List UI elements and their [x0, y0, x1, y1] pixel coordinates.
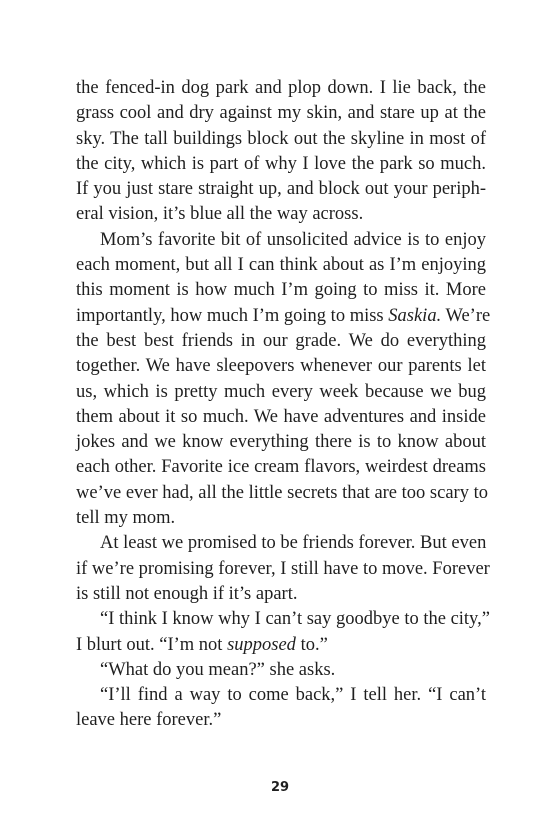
- italic-word-supposed: supposed: [227, 634, 296, 655]
- text-line: we’ve ever had, all the little secrets that are too scary to: [76, 482, 488, 503]
- text-line: the fenced-in dog park and plop down. I lie back, the: [76, 78, 486, 98]
- text-line: grass cool and dry against my skin, and stare up at the: [76, 103, 486, 124]
- paragraph: [76, 228, 491, 532]
- text-line: eral vision, it’s blue all the way across.: [76, 204, 364, 225]
- text-line: [76, 633, 486, 658]
- text-line: “I think I know why I can’t say goodbye to the city,”: [100, 609, 490, 630]
- italic-name-saskia: Saskia.: [388, 305, 442, 326]
- paragraph: [76, 658, 486, 683]
- paragraph: [76, 531, 490, 607]
- text-line: jokes and we know everything there is to know about: [76, 432, 486, 453]
- body-text: [76, 76, 491, 734]
- text-line: leave here forever.”: [76, 710, 222, 731]
- text-run: We’re: [441, 305, 491, 326]
- text-line: [76, 304, 491, 329]
- text-line: If you just stare straight up, and block out your periph-: [76, 179, 486, 200]
- text-line: is still not enough if it’s apart.: [76, 583, 298, 604]
- text-line: this moment is how much I’m going to miss it. More: [76, 280, 486, 301]
- text-run: I blurt out. “I’m not: [76, 634, 228, 655]
- text-run: to.”: [295, 634, 328, 655]
- paragraph: [76, 683, 486, 734]
- text-line: together. We have sleepovers whenever our parents let: [76, 356, 486, 377]
- text-line: “What do you mean?” she asks.: [100, 659, 336, 680]
- paragraph: [76, 607, 490, 658]
- text-run: importantly, how much I’m going to miss: [76, 305, 389, 326]
- text-line: each other. Favorite ice cream flavors, weirdest dreams: [76, 457, 486, 478]
- text-line: the best best friends in our grade. We do everything: [76, 330, 486, 351]
- page-number: 29: [270, 780, 290, 795]
- text-line: “I’ll find a way to come back,” I tell her. “I can’t: [100, 685, 486, 706]
- text-line: if we’re promising forever, I still have to move. Forever: [76, 558, 490, 579]
- text-line: each moment, but all I can think about as I’m enjoying: [76, 255, 486, 276]
- text-line: Mom’s favorite bit of unsolicited advice is to enjoy: [100, 229, 486, 250]
- text-line: sky. The tall buildings block out the skyline in most of: [76, 128, 486, 149]
- text-line: them about it so much. We have adventures and inside: [76, 406, 486, 427]
- text-line: the city, which is part of why I love the park so much.: [76, 153, 486, 174]
- text-line: At least we promised to be friends forever. But even: [100, 533, 487, 554]
- text-line: tell my mom.: [76, 508, 176, 529]
- text-line: us, which is pretty much every week because we bug: [76, 381, 486, 402]
- paragraph: [76, 76, 486, 228]
